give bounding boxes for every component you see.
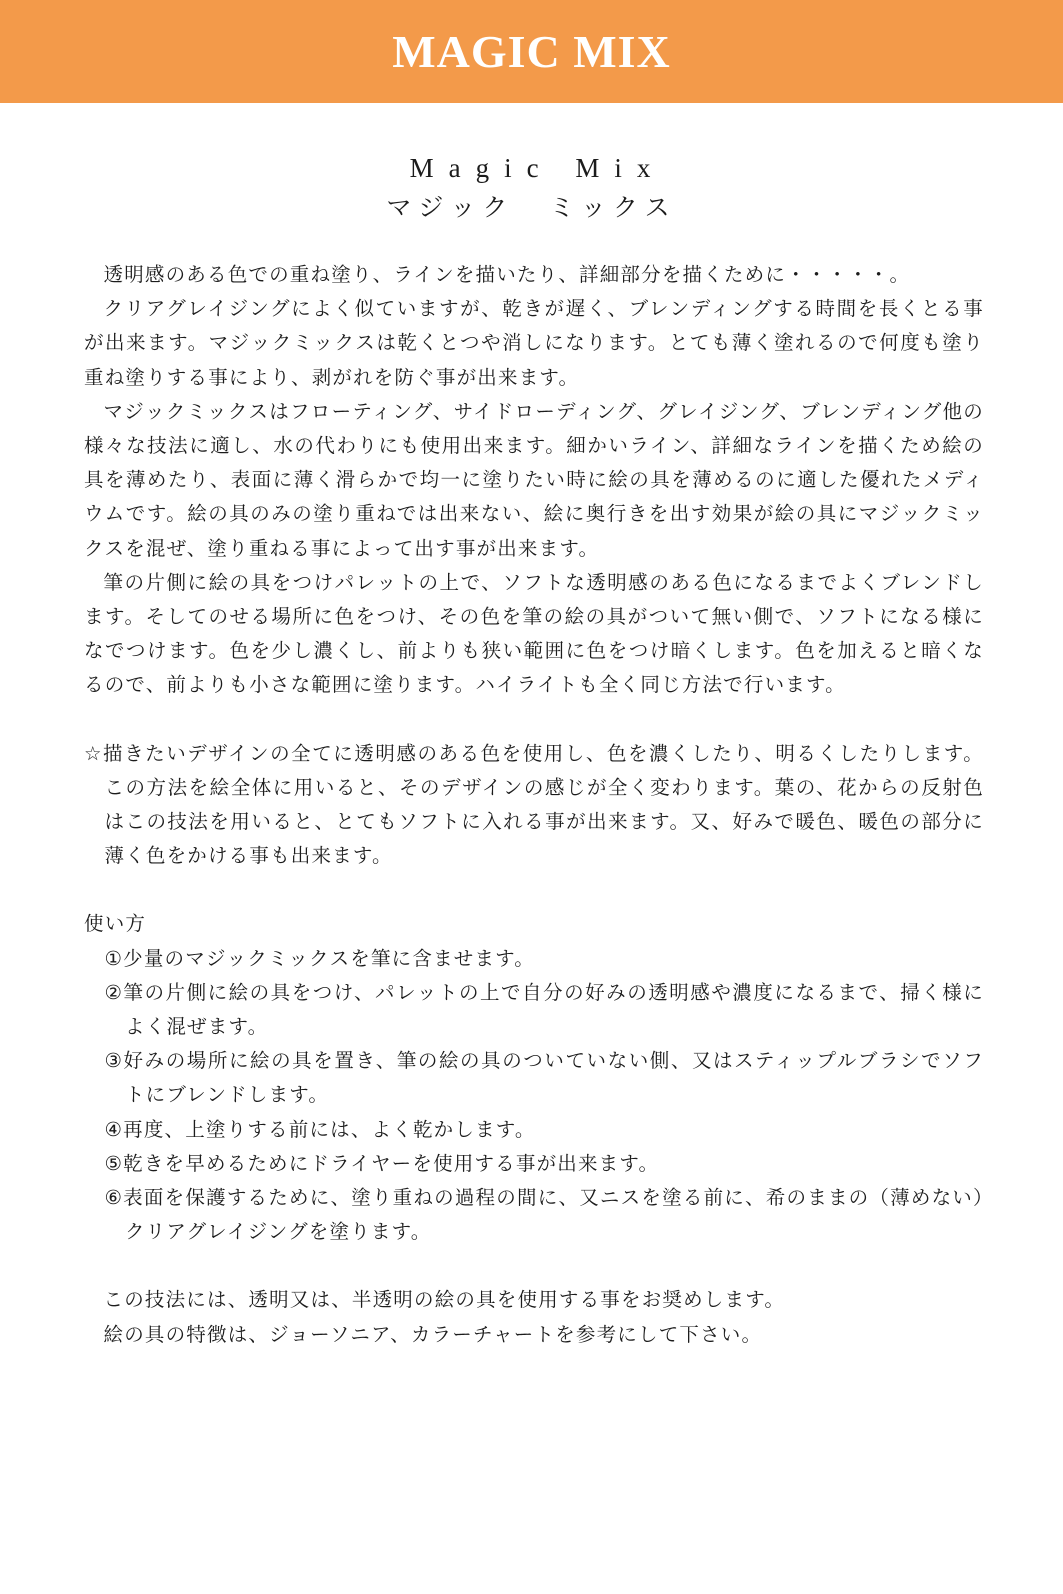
star-note: ☆描きたいデザインの全てに透明感のある色を使用し、色を濃くしたり、明るくしたりします。この方法を絵全体に用いると、そのデザインの感じが全く変わります。葉の、花からの反射色はこの技法を用いると、とてもソフトに入れる事が出来ます。又、好みで暖色、暖色の部分に薄く色をかける事も出来ます。 bbox=[84, 741, 984, 868]
usage-steps bbox=[84, 942, 984, 1250]
usage-step-6: ⑥表面を保護するために、塗り重ねの過程の間に、又ニスを塗る前に、希のままの（薄めない）クリアグレイジングを塗ります。 bbox=[104, 1186, 984, 1244]
spacer bbox=[84, 1249, 984, 1283]
usage-step-3: ③好みの場所に絵の具を置き、筆の絵の具のついていない側、又はスティップルブラシでソフトにブレンドします。 bbox=[104, 1049, 984, 1107]
subtitle-english: Magic Mix bbox=[409, 153, 666, 183]
spacer bbox=[84, 873, 984, 907]
usage-heading: 使い方 bbox=[84, 912, 147, 936]
subtitle-block bbox=[0, 148, 1063, 228]
header-band bbox=[0, 0, 1063, 103]
usage-step-2: ②筆の片側に絵の具をつけ、パレットの上で自分の好みの透明感や濃度になるまで、掃く様によく混ぜます。 bbox=[104, 980, 984, 1039]
usage-step-1: ①少量のマジックミックスを筆に含ませます。 bbox=[104, 946, 536, 970]
usage-step-4: ④再度、上塗りする前には、よく乾かします。 bbox=[104, 1117, 536, 1141]
color-chart-note: 絵の具の特徴は、ジョーソニア、カラーチャートを参考にして下さい。 bbox=[103, 1322, 763, 1346]
document-body bbox=[84, 258, 984, 1352]
technique-paragraph: 筆の片側に絵の具をつけパレットの上で、ソフトな透明感のある色になるまでよくブレンドします。そしてのせる場所に色をつけ、その色を筆の絵の具がついて無い側で、ソフトになる様になでつけます。色を少し濃くし、前よりも狭い範囲に色をつけ暗くします。色を加えると暗くなるので、前よりも小さな範囲に塗ります。ハイライトも全く同じ方法で行います。 bbox=[84, 570, 984, 697]
subtitle-japanese: マジック ミックス bbox=[386, 193, 677, 222]
usage-step-5: ⑤乾きを早めるためにドライヤーを使用する事が出来ます。 bbox=[104, 1151, 660, 1175]
usage-scope-paragraph: マジックミックスはフローティング、サイドローディング、グレイジング、ブレンディング他の様々な技法に適し、水の代わりにも使用出来ます。細かいライン、詳細なラインを描くため絵の具を薄めたり、表面に薄く滑らかで均一に塗りたい時に絵の具を薄めるのに適した優れたメディウムです。絵の具のみの塗り重ねでは出来ない、絵に奥行きを出す効果が絵の具にマジックミックスを混ぜ、塗り重ねる事によって出す事が出来ます。 bbox=[84, 399, 984, 560]
description-paragraph: クリアグレイジングによく似ていますが、乾きが遅く、ブレンディングする時間を長くとる事が出来ます。マジックミックスは乾くとつや消しになります。とても薄く塗れるので何度も塗り重ね塗りする事により、剥がれを防ぐ事が出来ます。 bbox=[84, 297, 984, 389]
intro-paragraph: 透明感のある色での重ね塗り、ラインを描いたり、詳細部分を描くために・・・・・。 bbox=[103, 263, 911, 286]
spacer bbox=[84, 703, 984, 737]
recommendation-note: この技法には、透明又は、半透明の絵の具を使用する事をお奨めします。 bbox=[103, 1288, 786, 1312]
page-title: MAGIC MIX bbox=[392, 26, 671, 77]
